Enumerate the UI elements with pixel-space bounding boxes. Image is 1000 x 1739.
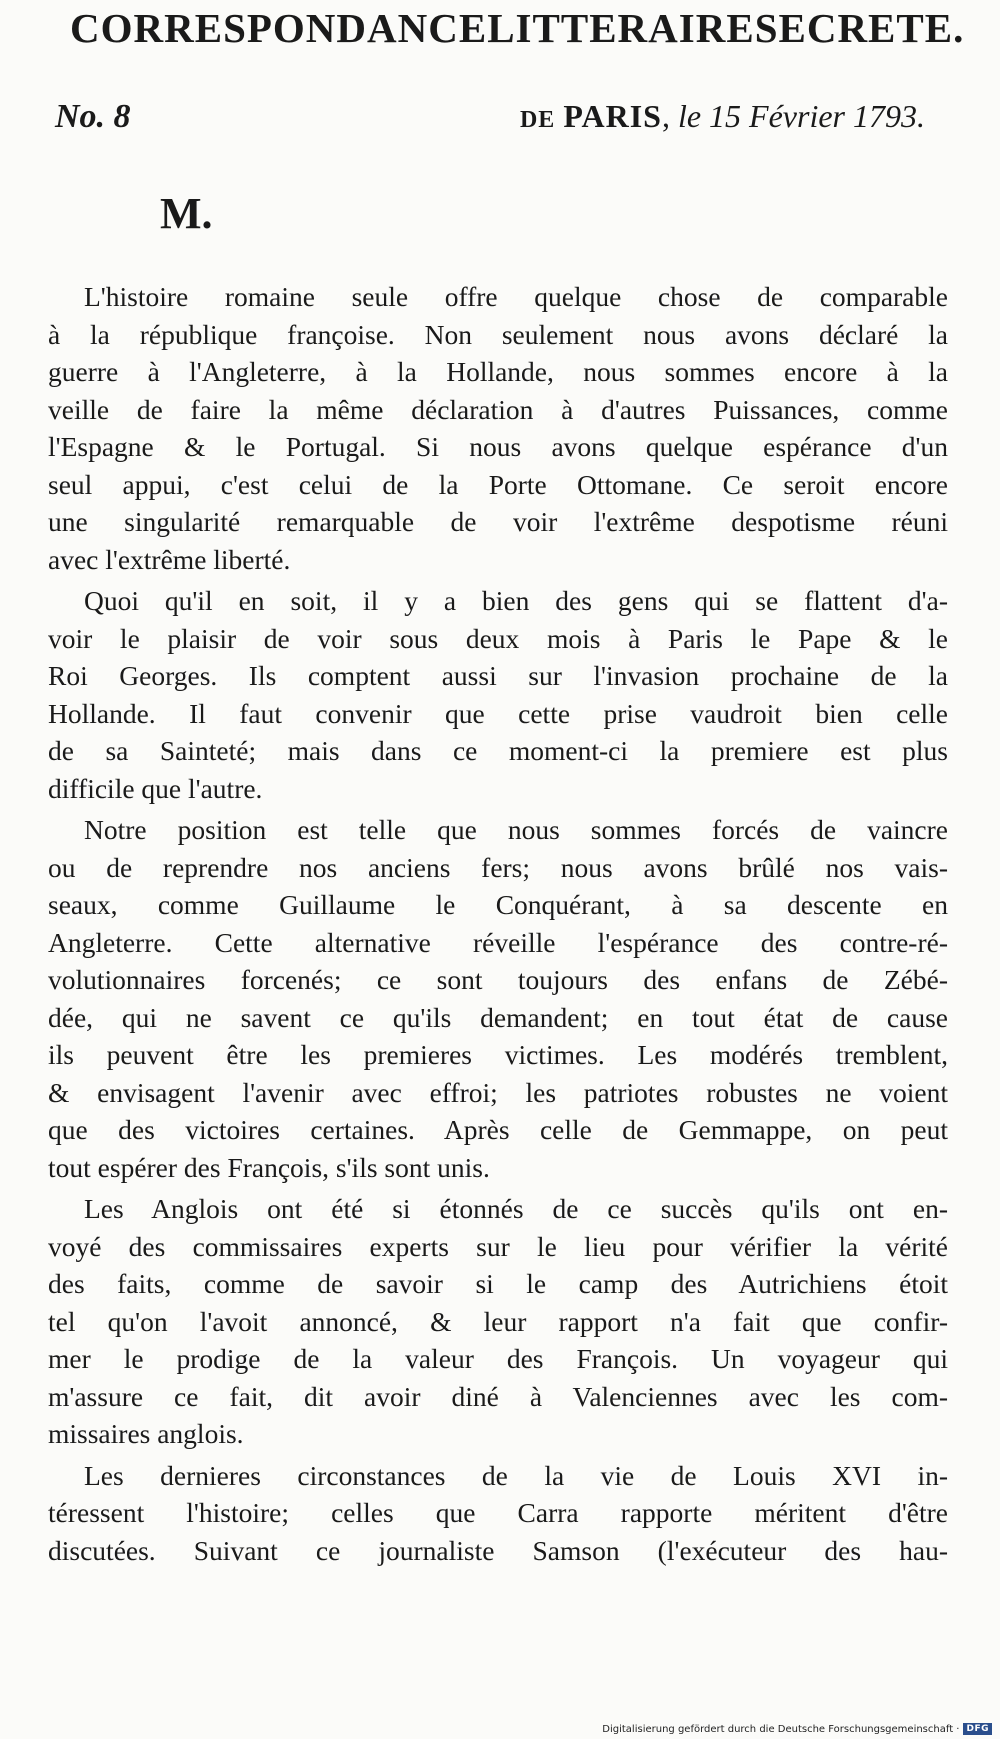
masthead-word-2: LITTERAIRE (487, 5, 755, 51)
text-line: Hollande. Il faut convenir que cette prise vaudroit bien celle (48, 697, 948, 729)
text-line: de sa Sainteté; mais dans ce moment-ci la premiere est plus (48, 735, 948, 766)
text-line: seaux, comme Guillaume le Conquérant, à sa descente en (48, 889, 948, 920)
text-line: que des victoires certaines. Après celle de Gemmappe, on peut (48, 1114, 948, 1145)
text-line: voyé des commissaires experts sur le lieu pour vérifier la vérité (48, 1230, 948, 1262)
text-line: difficile que l'autre. (48, 772, 263, 804)
text-line: seul appui, c'est celui de la Porte Ottomane. Ce seroit encore (48, 468, 948, 500)
text-line: guerre à l'Angleterre, à la Hollande, nous sommes encore à la (48, 356, 948, 387)
text-line: Roi Georges. Ils comptent aussi sur l'invasion prochaine de la (48, 660, 948, 691)
dateline-comma: , (661, 98, 670, 134)
text-line: Quoi qu'il en soit, il y a bien des gens qui se flattent d'a- (84, 585, 948, 616)
issue-number: No. 8 (55, 98, 131, 135)
text-line: tout espérer des François, s'ils sont unis. (48, 1151, 490, 1183)
text-line: dée, qui ne savent ce qu'ils demandent; en tout état de cause (48, 1001, 948, 1033)
paragraph (48, 811, 948, 1186)
place-and-date (520, 98, 925, 135)
text-line: m'assure ce fait, dit avoir diné à Valenciennes avec les com- (48, 1380, 948, 1412)
text-line: volutionnaires forcenés; ce sont toujours des enfans de Zébé- (48, 964, 948, 995)
text-line: Les dernieres circonstances de la vie de Louis XVI in- (84, 1459, 948, 1491)
text-line: mer le prodige de la valeur des François. Un voyageur qui (48, 1343, 948, 1374)
dateline-paris: PARIS (563, 98, 662, 134)
text-line: Les Anglois ont été si étonnés de ce succès qu'ils ont en- (84, 1193, 948, 1224)
text-line: Notre position est telle que nous sommes forcés de vaincre (84, 814, 948, 845)
text-line: avec l'extrême liberté. (48, 543, 291, 575)
letter-body (48, 278, 948, 1569)
text-line: l'Espagne & le Portugal. Si nous avons quelque espérance d'un (48, 431, 948, 462)
text-line: veille de faire la même déclaration à d'autres Puissances, comme (48, 393, 948, 425)
dateline (55, 98, 925, 136)
text-line: tel qu'on l'avoit annoncé, & leur rapport n'a fait que confir- (48, 1305, 948, 1337)
masthead-word-1: CORRESPONDANCE (70, 5, 488, 51)
text-line: téressent l'histoire; celles que Carra rapporte méritent d'être (48, 1497, 948, 1528)
dateline-le: le (677, 98, 702, 134)
paragraph (48, 1457, 948, 1570)
credit-text: Digitalisierung gefördert durch die Deutsche Forschungsgemeinschaft · (602, 1723, 960, 1735)
text-line: L'histoire romaine seule offre quelque chose de comparable (84, 281, 948, 312)
paragraph (48, 278, 948, 578)
dateline-de: DE (519, 107, 556, 133)
text-line: ils peuvent être les premieres victimes. Les modérés tremblent, (48, 1039, 948, 1070)
text-line: discutées. Suivant ce journaliste Samson (l'exécuteur des hau- (48, 1534, 948, 1566)
paragraph (48, 1190, 948, 1453)
dateline-date: 15 Février 1793. (709, 98, 925, 134)
text-line: à la république françoise. Non seulement nous avons déclaré la (48, 318, 948, 350)
text-line: voir le plaisir de voir sous deux mois à Paris le Pape & le (48, 622, 948, 654)
text-line: une singularité remarquable de voir l'extrême despotisme réuni (48, 506, 948, 537)
masthead-title (70, 4, 965, 52)
masthead-word-3: SECRETE. (754, 5, 965, 51)
digitization-credit (602, 1723, 992, 1735)
text-line: Angleterre. Cette alternative réveille l'espérance des contre-ré- (48, 926, 948, 958)
text-line: ou de reprendre nos anciens fers; nous avons brûlé nos vais- (48, 851, 948, 883)
text-line: missaires anglois. (48, 1418, 244, 1449)
text-line: des faits, comme de savoir si le camp des Autrichiens étoit (48, 1268, 948, 1299)
text-line: & envisagent l'avenir avec effroi; les patriotes robustes ne voient (48, 1076, 948, 1108)
paragraph (48, 582, 948, 807)
salutation: M. (160, 189, 213, 238)
dfg-logo: DFG (963, 1723, 992, 1735)
